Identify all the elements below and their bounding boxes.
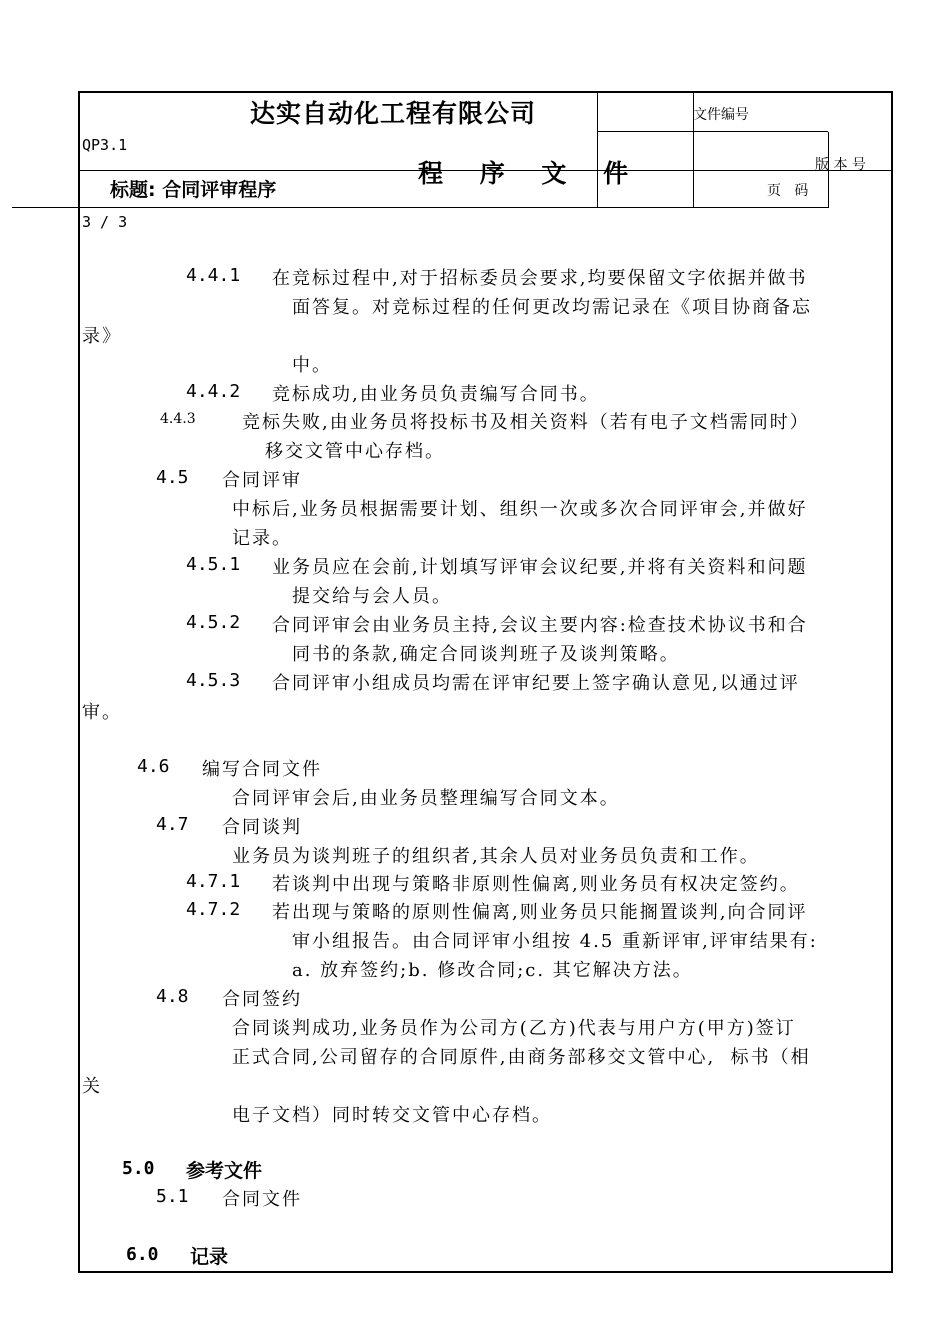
paragraph-line: 审。 [82, 702, 122, 723]
paragraph-line: 记录。 [232, 528, 292, 549]
section-num: 4.5.3 [186, 670, 241, 691]
section-num: 4.5.1 [186, 554, 241, 575]
paragraph-line: 审小组报告。由合同评审小组按 4.5 重新评审,评审结果有: [292, 931, 818, 952]
paragraph-line: 若谈判中出现与策略非原则性偏离,则业务员有权决定签约。 [272, 874, 800, 895]
section-num: 4.5 [156, 467, 189, 488]
paragraph-line: 竞标失败,由业务员将投标书及相关资料（若有电子文档需同时） [242, 412, 810, 433]
section-num: 4.5.2 [186, 612, 241, 633]
header-divider-h3 [12, 207, 829, 208]
paragraph-line: 同书的条款,确定合同谈判班子及谈判策略。 [292, 644, 680, 665]
section-title: 合同文件 [222, 1189, 302, 1210]
header-divider-v1 [597, 91, 598, 207]
section-num: 4.8 [156, 986, 189, 1007]
paragraph-line: 在竞标过程中,对于招标委员会要求,均要保留文字依据并做书 [272, 268, 808, 289]
paragraph-line: 中标后,业务员根据需要计划、组织一次或多次合同评审会,并做好 [232, 499, 808, 520]
paragraph-line: 录》 [82, 326, 122, 347]
border-left [78, 91, 80, 1273]
section-title: 合同评审 [222, 470, 302, 491]
section-num: 4.6 [137, 756, 170, 777]
section-title: 合同谈判 [222, 817, 302, 838]
section-num: 5.1 [156, 1186, 189, 1207]
paragraph-line: 合同评审小组成员均需在评审纪要上签字确认意见,以通过评 [272, 673, 800, 694]
section-num: 4.7.2 [186, 899, 241, 920]
doc-type: 程 序 文 件 [418, 159, 643, 188]
paragraph-line: 中。 [292, 355, 332, 376]
paragraph-line: 关 [82, 1076, 102, 1097]
section-num: 4.4.3 [160, 411, 196, 427]
paragraph-line: 竞标成功,由业务员负责编写合同书。 [272, 384, 600, 405]
subject-title: 标题: 合同评审程序 [110, 179, 277, 201]
paragraph-line: 合同评审会后,由业务员整理编写合同文本。 [232, 788, 620, 809]
section-num: 4.7.1 [186, 871, 241, 892]
paragraph-line: 面答复。对竞标过程的任何更改均需记录在《项目协商备忘 [292, 297, 812, 318]
section-num: 6.0 [126, 1244, 159, 1265]
paragraph-line: 移交文管中心存档。 [265, 441, 445, 462]
doc-type-clip [418, 154, 643, 188]
section-num: 4.4.2 [186, 381, 241, 402]
file-no-label: 文件编号 [693, 107, 749, 123]
version-label: 版 本 号 [815, 157, 866, 173]
paragraph-line: 电子文档）同时转交文管中心存档。 [232, 1105, 552, 1126]
page-number: 3 / 3 [82, 213, 128, 231]
header-divider-h1 [597, 131, 828, 132]
version-label-clip [815, 154, 866, 173]
paragraph-line: 若出现与策略的原则性偏离,则业务员只能搁置谈判,向合同评 [272, 902, 808, 923]
section-title: 合同签约 [222, 989, 302, 1010]
border-bottom [78, 1271, 893, 1273]
company-name: 达实自动化工程有限公司 [250, 99, 537, 128]
paragraph-line: a. 放弃签约;b. 修改合同;c. 其它解决方法。 [292, 960, 693, 981]
paragraph-line: 合同谈判成功,业务员作为公司方(乙方)代表与用户方(甲方)签订 [232, 1018, 796, 1039]
section-num: 5.0 [122, 1158, 155, 1179]
paragraph-line: 提交给与会人员。 [292, 586, 452, 607]
doc-code: QP3.1 [82, 136, 128, 154]
section-title: 记录 [190, 1246, 229, 1268]
section-num: 4.4.1 [186, 265, 241, 286]
paragraph-line: 正式合同,公司留存的合同原件,由商务部移交文管中心, 标书（相 [232, 1047, 811, 1068]
paragraph-line: 业务员应在会前,计划填写评审会议纪要,并将有关资料和问题 [272, 557, 808, 578]
paragraph-line: 合同评审会由业务员主持,会议主要内容:检查技术协议书和合 [272, 615, 808, 636]
paragraph-line: 业务员为谈判班子的组织者,其余人员对业务员负责和工作。 [232, 846, 760, 867]
section-title: 编写合同文件 [202, 759, 322, 780]
section-num: 4.7 [156, 814, 189, 835]
section-title: 参考文件 [186, 1160, 263, 1182]
border-top [78, 91, 893, 93]
border-right [891, 91, 893, 1273]
page-label: 页 码 [767, 183, 809, 199]
